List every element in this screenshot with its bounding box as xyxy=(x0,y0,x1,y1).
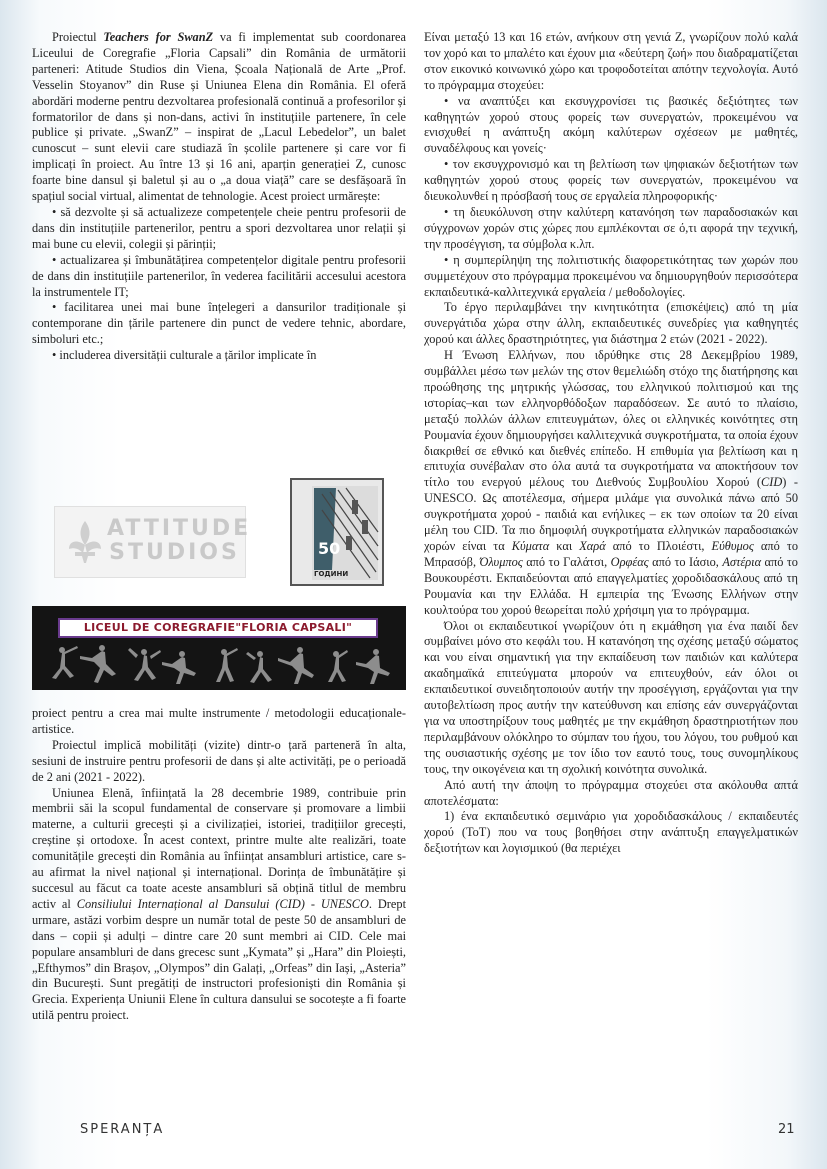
text-run: proiect pentru a crea mai multe instrumente / metodologii educaționale-artistice. xyxy=(32,706,406,736)
right-column xyxy=(424,30,798,1110)
paragraph xyxy=(424,778,798,810)
partner-logos xyxy=(32,478,406,690)
text-run: Η Ένωση Ελλήνων, που ιδρύθηκε στις 28 Δεκεμβρίου 1989, συμβάλλει μέσω των μελών της στον θεμελιώδη στόχο της διατήρησης και προώθησης της μητρικής γλώσσας, του ελληνικού πολιτισμού και της ιστορίας–και των ελληνορθόδοξων παραδόσεων. Σε αυτό το πλαίσιο, μεταξύ πολλών άλλων επιτευγμάτων, όλες οι ελληνικές κοινότητες στη Ρουμανία έχουν δημιουργήσει καλλιτεχνικά συγκροτήματα, τα οποία έχουν διακριθεί σε εθνικό και διεθνές επίπεδο. Η επιθυμία για βελτίωση και η επιτυχία συνέβαλαν στο όλα αυτά τα συγκροτήματα να αποκτήσουν τον τίτλο του ενεργού μέλους του Διεθνούς Συμβουλίου Χορού ( xyxy=(424,348,798,490)
text-run-italic: Teachers for SwanZ xyxy=(103,30,214,44)
text-run: • actualizarea și îmbunătățirea competențelor digitale pentru profesorii de dans din instituțiile partenerilor, în vederea facilitării accesului acestora la instrumentele IT; xyxy=(32,252,406,299)
dancer-silhouettes-icon xyxy=(32,606,406,690)
floria-capsali-title: LICEUL DE COREGRAFIE"FLORIA CAPSALI" xyxy=(58,618,378,638)
text-run: Consiliului Internațional al Dansului (CID) - UNESCO xyxy=(76,896,369,911)
text-run: Εύθυμος xyxy=(711,539,754,553)
text-run: va fi implementat sub coordonarea Liceului de Coregrafie „Floria Capsali” din România de următorii parteneri: Atitude Studios din Viena, Școala Națională de Arte „Prof. Vesselin Stoyanov” din Ruse și Uniunea Elena din România. El oferă abordări moderne pentru dezvoltarea profesională continuă a profesorilor și formatorilor de dans și non-dans, activi în instituțiile partenere, în cele publice și private. „SwanZ” – inspirat de „Lacul Lebedelor”, un balet cunoscut – sunt elevii care studiază în școlile partenere și care vor fi implicați în proiect. Au între 13 și 16 ani, aparțin generației Z, cunosc foarte bine dansul și baletul și au o „a doua viață” care se desfășoară în spațiul social virtual, alimentat de tehnologie. Acest proiect urmărește: xyxy=(32,30,406,204)
attitude-studios-logo xyxy=(54,506,252,578)
bullet-item xyxy=(32,348,406,364)
text-run: Αστέρια xyxy=(722,554,762,569)
paragraph xyxy=(424,348,798,618)
paragraph xyxy=(424,619,798,778)
text-run: Κύματα xyxy=(511,539,550,553)
text-run: • τη διευκόλυνση στην καλύτερη κατανόηση των παραδοσιακών και σύγχρονων χορών στις χώρες που εμπλέκονται σε ό,τι αφορά την τεχνική, την προσέγγιση, τα σύμβολα κ.λπ. xyxy=(424,204,798,251)
text-run: • να αναπτύξει και εκσυγχρονίσει τις βασικές δεξιότητες των καθηγητών χορού στους φορείς των συνεργατών, προκειμένου να ενισχυθεί η ανάπτυξη ακόμη καλύτερων σχέσεων με μαθητές, συναδέλφους και γονείς· xyxy=(424,93,798,156)
attitude-studios-text: ATTITUDE STUDIOS xyxy=(107,516,252,565)
left-column-bottom xyxy=(32,706,406,1106)
paragraph xyxy=(32,738,406,786)
text-run: Χαρά xyxy=(579,539,606,553)
bullet-item xyxy=(32,300,406,348)
text-run: • să dezvolte și să actualizeze competențele cheie pentru profesorii de dans din instituțiile partenerilor, pentru a spori dezvoltarea unor relații și mai bune cu elevii, colegii și părinții; xyxy=(32,204,406,251)
text-run: από το Γαλάτσι, xyxy=(522,554,611,569)
paragraph xyxy=(424,809,798,857)
text-run: από το Ιάσιο, xyxy=(648,554,723,569)
paragraph xyxy=(32,706,406,738)
text-run: και xyxy=(549,539,580,553)
text-run: ) - UNESCO. Ως αποτέλεσμα, σήμερα μιλάμε για συνολικά πάνω από 50 συγκροτήματα χορού - παιδιά και ενήλικες – εκ των οποίων τα 20 είναι μέλη του CID. Τα πιο δημοφιλή συγκροτήματα ελληνικών παραδοσιακών χορών είναι τα xyxy=(424,475,798,553)
bullet-item xyxy=(424,94,798,158)
uniunea-emblem-icon xyxy=(292,480,382,584)
text-run: . Drept urmare, astăzi vorbim despre un număr total de peste 50 de ansambluri de dans – copii și adulți – dintre care 20 sunt membri ai CID. Cele mai populare ansambluri de dans grecesc sunt „Kymata” și „Hara” din Ploiești, „Efthymos” din Brașov, „Olympos” din Galați, „Orfeas” din Iași, „Asteria” din București. Sunt pregătiți de instructori profesioniști din România și Grecia. Experiența Uniunii Elene în cultura dansului se socotește a fi foarte utilă pentru proiect. xyxy=(32,896,406,1023)
text-run: 1) ένα εκπαιδευτικό σεμινάριο για χοροδιδασκάλους / εκπαιδευτές χορού (ToT) που να τους βοηθήσει στην ανάπτυξη επαγγελματικών δεξιοτήτων και λογισμικού (θα περιέχει xyxy=(424,809,798,856)
text-run: Uniunea Elenă, înființată la 28 decembrie 1989, contribuie prin membrii săi la scopul fundamental de conservare și promovare a limbii materne, a culturii grecești și a civilizației, istoriei, tradițiilor grecești, creștine și ortodoxe. În acest context, printre multe alte realizări, toate comunitățile grecești din România au înființat ansambluri artistice, care s-au afirmat la nivel național și internațional. Dorința de îmbunătățire și succesul au făcut ca toate aceste ansambluri să obțină titlul de membru activ al xyxy=(32,785,406,911)
text-run: • η συμπερίληψη της πολιτιστικής διαφορετικότητας των χωρών που συμμετέχουν στο πρόγραμμα προκειμένου να δημιουργηθούν περισσότερα εκπαιδευτικά-καλλιτεχνικά εργαλεία / μεθοδολογίες. xyxy=(424,252,798,299)
text-run: από το Βουκουρέστι. Εκπαιδεύονται από επαγγελματίες χοροδιδασκάλους από τη Ρουμανία και την Ελλάδα. Η εμπειρία της Ένωσης Ελλήνων στην κουλτούρα του χορού θεωρείται πολύ χρήσιμη για το πρόγραμμα. xyxy=(424,554,798,617)
text-run: CID xyxy=(760,475,783,490)
text-run: Proiectul implică mobilități (vizite) dintr-o țară parteneră în alta, sesiuni de instruire pentru profesorii de dans și alte activități, pe o perioadă de 2 ani (2021 - 2022). xyxy=(32,737,406,784)
text-run: από το Πλοιέστι, xyxy=(605,539,712,553)
text-run: • τον εκσυγχρονισμό και τη βελτίωση των ψηφιακών δεξιοτήτων των καθηγητών χορού στους φορείς των συνεργατών, προκειμένου να διευκολυνθεί η πρόσβασή τους σε εργαλεία πληροφορικής· xyxy=(424,157,798,204)
paragraph xyxy=(32,786,406,1025)
paragraph xyxy=(32,30,406,205)
text-run xyxy=(103,30,213,44)
text-run: Είναι μεταξύ 13 και 16 ετών, ανήκουν στη γενιά Z, γνωρίζουν πολύ καλά τον χορό και το μπαλέτο και έχουν μια «δεύτερη ζωή» που διαδραματίζεται στον εικονικό κοινωνικό χώρο και τροφοδοτείται απότην τεχνολογία. Αυτό το πρόγραμμα στοχεύει: xyxy=(424,30,798,92)
paragraph xyxy=(424,30,798,94)
bullet-item xyxy=(32,205,406,253)
bullet-item xyxy=(424,205,798,253)
uniunea-number: 50 xyxy=(318,539,341,558)
text-run: Όλοι οι εκπαιδευτικοί γνωρίζουν ότι η εκμάθηση για ένα παιδί δεν συμβαίνει μόνο στο κεφάλι του. Η κατανόηση της σχέσης μεταξύ σώματος και νου είναι σημαντική για την εκπαίδευση των παιδιών και καλύτερα ακαδημαϊκά επιτεύγματα μπορούν να επιτευχθούν, εάν όλοι οι εκπαιδευτικοί συνειδητοποιούν αυτήν την προσέγγιση, εργάζονται για την αυτοβελτίωση προς αυτήν την κατεύθυνση και επίσης εάν συνεργάζονται για να υποστηρίξουν τους μαθητές με την εκμάθηση δραστηριοτήτων που περιλαμβάνουν ολόκληρο το σύμπαν του ήχου, του λόγου, του ρυθμού και της ουσιαστικής σχέσης με τον ίδιο τον εαυτό τους, τους συνομηλίκους τους, την οικογένεια και τη σχολική κοινότητα συνολικά. xyxy=(424,618,798,776)
fleur-de-lis-icon xyxy=(65,519,105,565)
bullet-item xyxy=(424,253,798,301)
left-column-top xyxy=(32,30,406,480)
text-run: • includerea diversității culturale a țărilor implicate în xyxy=(52,348,317,363)
paragraph xyxy=(424,300,798,348)
uniunea-50-logo xyxy=(290,478,384,586)
bullet-item xyxy=(424,157,798,205)
page-number: 21 xyxy=(778,1122,795,1137)
text-run: • facilitarea unei mai bune înțelegeri a dansurilor tradiționale și contemporane din țările partenere din punct de vedere tehnic, abordare, simboluri etc.; xyxy=(32,300,406,347)
text-run: Proiectul xyxy=(52,30,104,44)
magazine-name: SPERANȚA xyxy=(80,1122,165,1137)
text-run: Το έργο περιλαμβάνει την κινητικότητα (επισκέψεις) από τη μία συνεργάτιδα χώρα στην άλλη, εκπαιδευτικές συνεδρίες για καθηγητές χορού και άλλες δραστηριότητες, για διάστημα 2 ετών (2021 - 2022). xyxy=(424,300,798,347)
floria-capsali-banner xyxy=(32,606,406,690)
text-run: Ορφέας xyxy=(610,554,649,569)
text-run: Όλυμπος xyxy=(479,554,523,569)
uniunea-caption: ГОДИНИ xyxy=(314,570,349,578)
text-run: Από αυτή την άποψη το πρόγραμμα στοχεύει στα ακόλουθα απτά αποτελέσματα: xyxy=(424,777,798,808)
bullet-item xyxy=(32,253,406,301)
text-run: από το Μπρασόβ, xyxy=(424,539,798,569)
